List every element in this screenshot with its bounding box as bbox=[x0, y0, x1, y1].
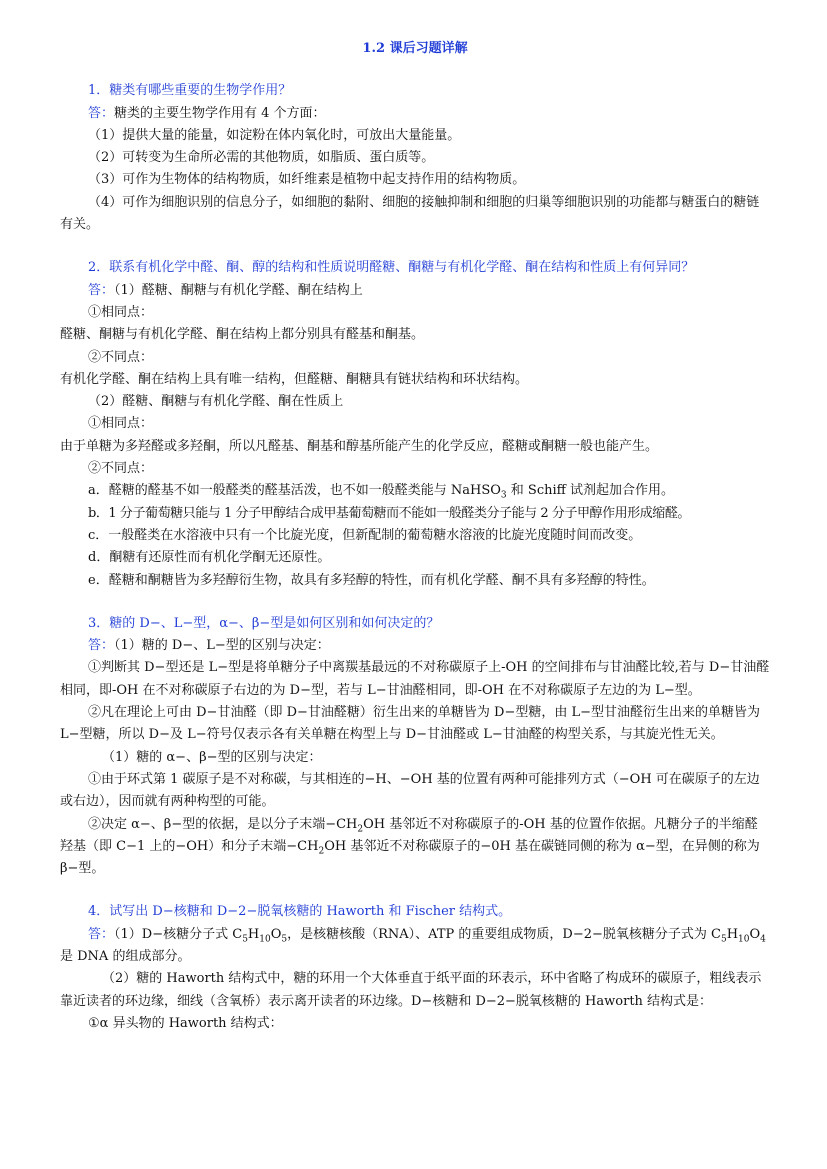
answer-3-heading bbox=[60, 635, 770, 657]
q2-item-e: e．醛糖和酮糖皆为多羟醇衍生物，故具有多羟醇的特性，而有机化学醛、酮不具有多羟醇的特性。 bbox=[88, 572, 655, 588]
answer-label: 答： bbox=[88, 282, 115, 298]
spacer bbox=[60, 592, 770, 613]
subscript: 5 bbox=[720, 934, 727, 945]
q2-item-a bbox=[60, 480, 770, 502]
answer-label: 答： bbox=[88, 926, 115, 942]
subscript: 2 bbox=[357, 824, 364, 835]
text: OH 基邻近不对称碳原子的−0H 基在碳链同侧的称为 α−型，在异侧的称为 β−型。 bbox=[60, 838, 760, 877]
answer-label: 答： bbox=[88, 105, 115, 121]
text: OH 基邻近不对称碳原子的-OH 基的位置作依据。凡糖分子的半缩醛羟基（即 C−1 上的−OH）和分子末端−CH bbox=[60, 816, 758, 854]
q2-item-d: d．酮糖有还原性而有机化学酮无还原性。 bbox=[88, 550, 331, 566]
q1-item-1: （1）提供大量的能量，如淀粉在体内氧化时，可放出大量能量。 bbox=[88, 127, 461, 143]
q4-paragraph-3: ①α 异头物的 Haworth 结构式： bbox=[88, 1015, 283, 1031]
q3-part2-heading: （1）糖的 α−、β−型的区别与决定： bbox=[102, 749, 322, 765]
q1-item-3: （3）可作为生物体的结构物质，如纤维素是植物中起支持作用的结构物质。 bbox=[88, 172, 526, 188]
similar-label: ①相同点： bbox=[88, 416, 154, 432]
q2-part2-similar: 由于单糖为多羟醛或多羟酮，所以凡醛基、酮基和醇基所能产生的化学反应，醛糖或酮糖一般也能产生。 bbox=[60, 438, 659, 454]
q1-item-2: （2）可转变为生命所必需的其他物质，如脂质、蛋白质等。 bbox=[88, 150, 435, 166]
page-title: 1.2 课后习题详解 bbox=[362, 41, 468, 56]
question-4: 4．试写出 D−核糖和 D−2−脱氧核糖的 Haworth 和 Fischer 结构式。 bbox=[88, 904, 512, 920]
different-label: ②不同点： bbox=[88, 349, 154, 365]
answer-2-heading bbox=[60, 280, 770, 302]
q3-paragraph-2: ②凡在理论上可由 D−甘油醛（即 D−甘油醛糖）衍生出来的单糖皆为 D−型糖，由 L−型甘油醛衍生出来的单糖皆为 L−型糖，所以 D−及 L−符号仅表示各有关单糖在构型上与 D−甘油醛或 L−甘油醛的构型关系，与其旋光性无关。 bbox=[60, 705, 761, 743]
document-page bbox=[60, 38, 770, 1035]
subscript: 4 bbox=[760, 934, 766, 945]
q2-part1-different: 有机化学醛、酮在结构上具有唯一结构，但醛糖、酮糖具有链状结构和环状结构。 bbox=[60, 371, 529, 387]
q4-paragraph-2: （2）糖的 Haworth 结构式中，糖的环用一个大体垂直于纸平面的环表示，环中省略了构成环的碳原子，粗线表示靠近读者的环边缘，细线（含氧桥）表示离开读者的环边缘。D−核糖和 D−2−脱氧核糖的 Haworth 结构式是： bbox=[60, 971, 762, 1009]
answer-text: （1）糖的 D−、L−型的区别与决定： bbox=[114, 638, 330, 654]
subscript: 5 bbox=[281, 934, 288, 945]
text: O bbox=[270, 926, 282, 942]
text: （1）D−核糖分子式 C bbox=[114, 926, 243, 942]
similar-label: ①相同点： bbox=[88, 304, 154, 320]
q4-paragraph-1 bbox=[60, 924, 770, 969]
text: 是 DNA 的组成部分。 bbox=[60, 948, 191, 964]
question-1: 1．糖类有哪些重要的生物学作用？ bbox=[88, 83, 292, 99]
different-label: ②不同点： bbox=[88, 461, 154, 477]
q2-item-b: b．1 分子葡萄糖只能与 1 分子甲醇结合成甲基葡萄糖而不能如一般醛类分子能与 2 分子甲醇作用形成缩醛。 bbox=[88, 505, 690, 521]
answer-label: 答： bbox=[88, 638, 115, 654]
text: ，是核糖核酸（RNA）、ATP 的重要组成物质，D−2−脱氧核糖分子式为 C bbox=[287, 926, 721, 942]
answer-text: （1）醛糖、酮糖与有机化学醛、酮在结构上 bbox=[114, 282, 363, 298]
q2-item-c: c．一般醛类在水溶液中只有一个比旋光度，但新配制的葡萄糖水溶液的比旋光度随时间而改变。 bbox=[88, 527, 642, 543]
subscript: 3 bbox=[500, 490, 507, 501]
text: O bbox=[749, 926, 761, 942]
subscript: 5 bbox=[242, 934, 248, 945]
q3-paragraph-1: ①判断其 D−型还是 L−型是将单糖分子中离羰基最远的不对称碳原子上-OH 的空间排布与甘油醛比较,若与 D−甘油醛相同，即-OH 在不对称碳原子右边的为 D−型，若与 L−甘油醛相同，即-OH 在不对称碳原子左边的为 L−型。 bbox=[60, 660, 770, 698]
question-3: 3．糖的 D−、L−型，α−、β−型是如何区别和如何决定的？ bbox=[88, 615, 440, 631]
text: a．醛糖的醛基不如一般醛类的醛基活泼，也不如一般醛类能与 NaHSO bbox=[88, 483, 501, 499]
answer-text: 糖类的主要生物学作用有 4 个方面： bbox=[114, 105, 326, 121]
answer-1-intro bbox=[60, 103, 770, 125]
spacer bbox=[60, 236, 770, 257]
q3-paragraph-4 bbox=[60, 814, 770, 881]
spacer bbox=[60, 880, 770, 901]
text: ②决定 α−、β−型的依据，是以分子末端−CH bbox=[88, 816, 358, 832]
q2-part1-similar: 醛糖、酮糖与有机化学醛、酮在结构上都分别具有醛基和酮基。 bbox=[60, 327, 425, 343]
text: H bbox=[726, 926, 739, 942]
question-2: 2．联系有机化学中醛、酮、醇的结构和性质说明醛糖、酮糖与有机化学醛、酮在结构和性质上有何异同？ bbox=[88, 260, 695, 276]
subscript: 10 bbox=[259, 934, 271, 945]
text: H bbox=[247, 926, 260, 942]
q1-item-4: （4）可作为细胞识别的信息分子，如细胞的黏附、细胞的接触抑制和细胞的归巢等细胞识别的功能都与糖蛋白的糖链有关。 bbox=[60, 194, 760, 233]
q3-paragraph-3: ①由于环式第 1 碳原子是不对称碳，与其相连的−H、−OH 基的位置有两种可能排列方式（−OH 可在碳原子的左边或右边），因而就有两种构型的可能。 bbox=[60, 771, 760, 810]
text: 和 Schiff 试剂起加合作用。 bbox=[506, 483, 675, 499]
subscript: 2 bbox=[318, 846, 325, 857]
subscript: 10 bbox=[738, 934, 750, 945]
q2-part2-heading: （2）醛糖、酮糖与有机化学醛、酮在性质上 bbox=[88, 394, 344, 410]
